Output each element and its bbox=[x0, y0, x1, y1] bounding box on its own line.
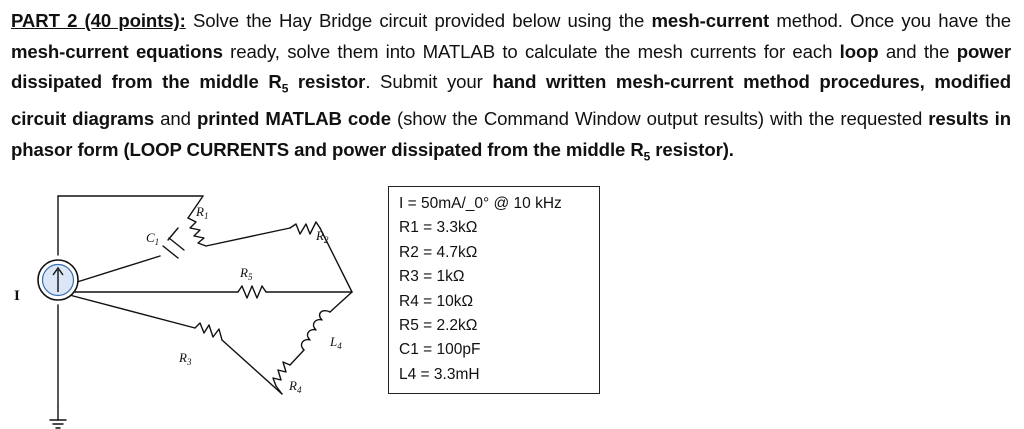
label-c1: $C_1$ bbox=[146, 230, 160, 247]
problem-text-segment: . Submit your bbox=[365, 71, 493, 92]
problem-text-segment: method. Once you have the bbox=[769, 10, 1011, 31]
wire-lr-2 bbox=[290, 350, 304, 365]
problem-text-segment: 5 bbox=[281, 81, 289, 96]
label-r2: $R_2$ bbox=[316, 228, 329, 245]
problem-text-segment: power dissipated from the middle R bbox=[11, 40, 1011, 92]
c1-plate-a bbox=[163, 246, 178, 258]
problem-text-segment: Solve the Hay Bridge circuit provided below using the bbox=[185, 10, 652, 31]
wire-ll-2 bbox=[222, 340, 282, 394]
r5-resistor bbox=[238, 286, 266, 298]
label-r4: $R_4$ bbox=[289, 378, 302, 395]
given-r1: R1 = 3.3kΩ bbox=[399, 219, 478, 237]
c1-plate-b bbox=[169, 238, 184, 250]
r1-resistor bbox=[188, 218, 206, 246]
given-r4: R4 = 10kΩ bbox=[399, 292, 474, 310]
label-r1: $R_1$ bbox=[196, 204, 209, 221]
label-r3: $R_3$ bbox=[179, 350, 192, 367]
source-label: I bbox=[14, 288, 20, 304]
r4-resistor bbox=[273, 362, 290, 386]
hay-bridge-circuit-diagram bbox=[0, 180, 380, 429]
label-l4: $L_4$ bbox=[330, 334, 342, 351]
problem-text-segment: resistor). bbox=[650, 138, 734, 160]
current-source bbox=[38, 260, 78, 300]
problem-text-segment: hand written mesh-current method procedures, modified circuit diagrams bbox=[11, 71, 1011, 130]
problem-text-segment: loop bbox=[839, 40, 879, 62]
wire-lr-1 bbox=[330, 292, 352, 312]
problem-text-segment: and bbox=[154, 108, 197, 130]
problem-text-segment: resistor bbox=[288, 71, 366, 92]
given-r5: R5 = 2.2kΩ bbox=[399, 317, 478, 335]
problem-text-segment: mesh-current bbox=[651, 10, 770, 31]
problem-text-segment: 5 bbox=[643, 149, 651, 164]
given-values-box bbox=[388, 186, 600, 394]
wire-ur-1 bbox=[206, 228, 290, 246]
label-r5: $R_5$ bbox=[240, 265, 253, 282]
problem-text-segment: and the bbox=[878, 40, 957, 62]
l4-inductor bbox=[302, 311, 330, 350]
problem-text-segment: ready, solve them into MATLAB to calculate the mesh currents for each bbox=[222, 40, 840, 62]
given-l4: L4 = 3.3mH bbox=[399, 365, 480, 383]
given-r3: R3 = 1kΩ bbox=[399, 268, 465, 286]
given-current: I = 50mA/_0° @ 10 kHz bbox=[399, 195, 562, 212]
given-r2: R2 = 4.7kΩ bbox=[399, 243, 478, 261]
r3-resistor bbox=[195, 323, 222, 340]
problem-text-segment: (show the Command Window output results) with the requested bbox=[390, 108, 929, 130]
wire-ll-1 bbox=[58, 292, 195, 328]
problem-text-segment: mesh-current equations bbox=[11, 40, 223, 62]
problem-heading: PART 2 (40 points): bbox=[11, 10, 186, 31]
problem-text-segment: results in phasor form (LOOP CURRENTS and power dissipated from the middle R bbox=[11, 108, 1011, 160]
given-c1: C1 = 100pF bbox=[399, 341, 481, 359]
problem-statement bbox=[11, 6, 1011, 172]
problem-body bbox=[11, 10, 1011, 164]
problem-text-segment: printed MATLAB code bbox=[196, 108, 391, 130]
